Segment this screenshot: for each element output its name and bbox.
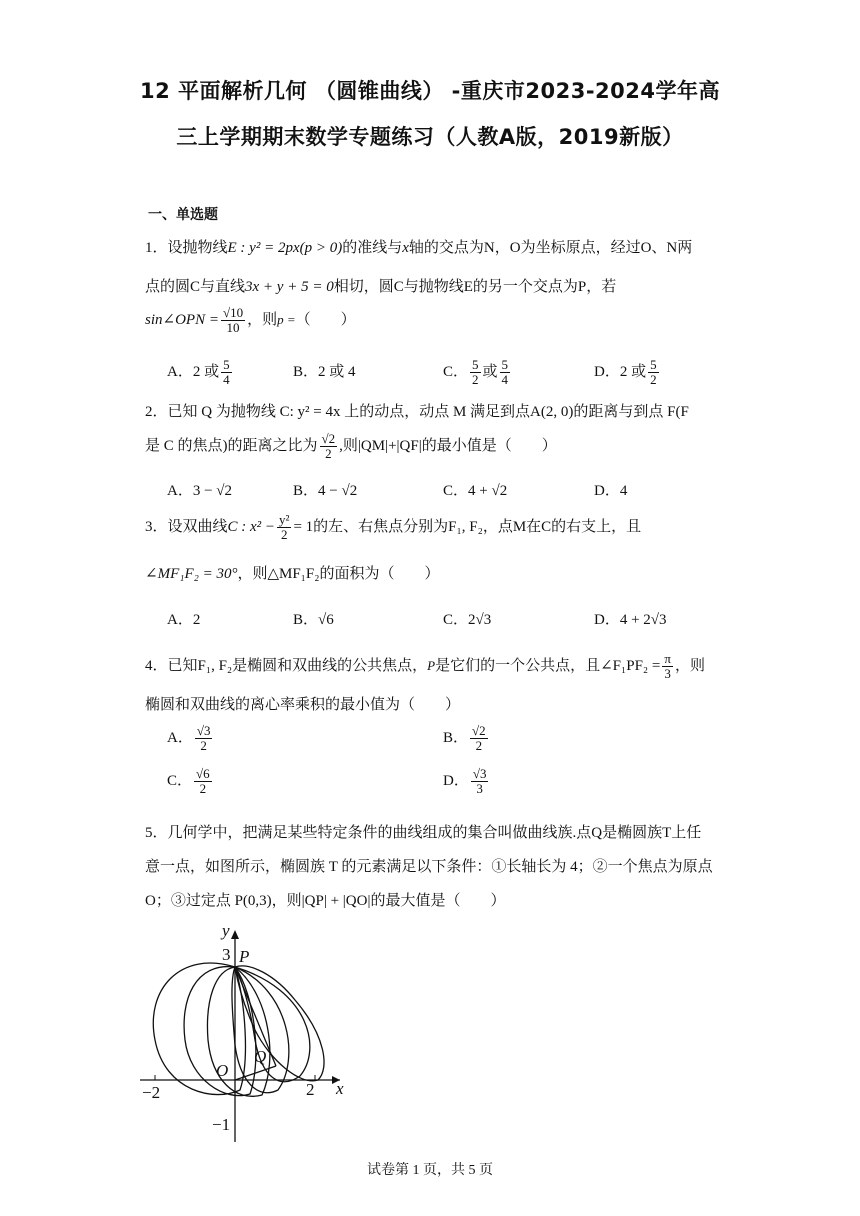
frac-num: 5 (501, 357, 509, 372)
q4-line1 (145, 652, 705, 681)
frac-num: √3 (472, 766, 487, 781)
q1-sin-expr: sin∠OPN = (145, 311, 219, 328)
ellipse-curve (235, 966, 324, 1081)
q2-text: ,则|QM|+|QF|的最小值是（ ） (339, 437, 557, 454)
q1-option-b[interactable]: B．2 或 4 (293, 364, 356, 380)
q1-p: p = (277, 311, 296, 327)
opt-label: D． (443, 772, 469, 789)
q3-option-a[interactable]: A．2 (167, 612, 201, 628)
frac-num: y² (279, 512, 290, 527)
q3-option-c[interactable]: C．2√3 (443, 612, 492, 628)
q4-fraction (662, 652, 673, 681)
point-label-o: O (216, 1061, 229, 1080)
q1-line-eq: 3x + y + 5 = 0 (245, 279, 334, 295)
q1-text: 的准线与 (342, 240, 403, 256)
q1-fraction (221, 306, 245, 335)
q2-option-d[interactable]: D．4 (594, 483, 628, 499)
frac-den: 4 (223, 372, 230, 387)
frac-den: 2 (472, 372, 479, 387)
frac-den: 2 (200, 738, 207, 753)
q3-hyperbola-eq: C : x² − (227, 518, 276, 535)
q4-option-b[interactable] (443, 724, 490, 753)
q4-text: ，则 (674, 657, 705, 674)
opt-frac (648, 358, 659, 387)
q2-text: 是 C 的焦点)的距离之比为 (145, 437, 318, 454)
q1-line3 (145, 306, 356, 335)
tick-label-y3: 3 (222, 945, 231, 964)
q1-option-c[interactable] (443, 358, 512, 387)
q4-option-d[interactable] (443, 767, 490, 796)
q2-line2 (145, 432, 557, 461)
q4-text: 4．已知F₁, F₂是椭圆和双曲线的公共焦点， (145, 657, 428, 674)
q1-text: 点的圆C与直线 (145, 279, 246, 295)
frac-num: √2 (321, 431, 336, 446)
opt-frac (471, 767, 489, 796)
q1-option-d[interactable] (594, 358, 661, 387)
q1-paren: （ ） (295, 311, 356, 328)
point-label-p: P (239, 947, 250, 966)
opt-frac (470, 358, 481, 387)
q2-option-a[interactable]: A．3 − √2 (167, 483, 233, 499)
opt-label: A． (167, 729, 193, 746)
q1-option-a[interactable] (167, 358, 234, 387)
frac-num: 5 (472, 357, 479, 372)
q5-line1: 5．几何学中，把满足某些特定条件的曲线组成的集合叫做曲线族.点Q是椭圆族T上任 (145, 825, 702, 841)
q3-option-d[interactable]: D．4 + 2√3 (594, 612, 667, 628)
q1-text: 相切，圆C与抛物线E的另一个交点为P，若 (333, 279, 617, 295)
frac-num: π (664, 651, 671, 666)
frac-num: √3 (196, 723, 211, 738)
tick-label-yneg1: −1 (212, 1115, 231, 1134)
frac-num: 5 (650, 357, 657, 372)
q1-line1 (145, 236, 692, 257)
frac-num: √6 (196, 766, 210, 781)
q3-text: ，则△MF₁F₂的面积为（ ） (237, 566, 440, 582)
q1-text: 轴的交点为N，O为坐标原点，经过O、N两 (408, 240, 693, 256)
q2-line1: 2．已知 Q 为抛物线 C: y² = 4x 上的动点，动点 M 满足到点A(2, 0)的距离与到点 F(F (145, 404, 689, 420)
q4-p: P (427, 657, 436, 673)
frac-den: 3 (476, 781, 483, 796)
frac-den: 3 (664, 666, 671, 681)
q1-text: 1．设抛物线 (145, 240, 228, 256)
q1-text: ，则 (247, 311, 278, 328)
q5-line2: 意一点，如图所示，椭圆族 T 的元素满足以下条件：①长轴长为 4；②一个焦点为原点 (145, 859, 713, 875)
frac-num: √10 (222, 305, 244, 320)
q3-line2 (145, 562, 439, 583)
q3-text: 的左、右焦点分别为F₁, F₂，点M在C的右支上，且 (313, 518, 642, 535)
doc-title-line1: 12 平面解析几何 （圆锥曲线） -重庆市2023-2024学年高 (140, 79, 720, 103)
q3-text: 3．设双曲线 (145, 518, 228, 535)
q3-option-b[interactable]: B．√6 (293, 612, 334, 628)
opt-label: C． (443, 363, 469, 380)
opt-label: C． (167, 772, 193, 789)
q4-line2: 椭圆和双曲线的离心率乘积的最小值为（ ） (145, 697, 461, 713)
y-axis-arrow (231, 930, 239, 939)
point-label-q: Q (254, 1047, 267, 1066)
frac-den: 2 (199, 781, 207, 796)
frac-num: 5 (223, 357, 230, 372)
opt-text: 或 (482, 363, 498, 380)
q5-line3: O；③过定点 P(0,3)，则|QP| + |QO|的最大值是（ ） (145, 893, 506, 909)
opt-frac (221, 358, 232, 387)
frac-den: 10 (226, 320, 240, 335)
section-heading: 一、单选题 (148, 207, 218, 223)
axis-label-x: x (336, 1079, 344, 1098)
ellipse-curve (235, 967, 310, 1082)
q2-fraction (320, 432, 338, 461)
frac-den: 2 (650, 372, 657, 387)
opt-label: D．2 或 (594, 363, 647, 380)
doc-title-line2: 三上学期期末数学专题练习（人教A版，2019新版） (176, 125, 684, 149)
q3-line1 (145, 513, 641, 542)
q3-fraction (277, 513, 291, 542)
q4-option-a[interactable] (167, 724, 214, 753)
page-footer: 试卷第 1 页，共 5 页 (367, 1163, 493, 1178)
q2-option-b[interactable]: B．4 − √2 (293, 483, 358, 499)
opt-frac (195, 724, 213, 753)
q1-x: x (402, 240, 409, 256)
tick-label-x2: 2 (306, 1080, 315, 1099)
frac-den: 2 (281, 527, 288, 542)
opt-frac (500, 358, 511, 387)
opt-frac (194, 767, 212, 796)
tick-label-xneg2: −2 (142, 1083, 161, 1102)
q4-option-c[interactable] (167, 767, 214, 796)
q2-option-c[interactable]: C．4 + √2 (443, 483, 508, 499)
q3-angle: ∠MF₁F₂ = 30° (145, 566, 238, 582)
q1-line2 (145, 275, 616, 296)
opt-label: B． (443, 729, 469, 746)
frac-num: √2 (472, 723, 486, 738)
ellipse-family-figure (130, 915, 370, 1147)
q4-text: 是它们的一个公共点，且∠F₁PF₂ = (435, 657, 661, 674)
q3-text: = 1 (293, 518, 314, 535)
opt-label: A．2 或 (167, 363, 220, 380)
q1-parabola-eq: E : y² = 2px(p > 0) (227, 240, 343, 256)
opt-frac (470, 724, 488, 753)
frac-den: 2 (475, 738, 483, 753)
frac-den: 2 (325, 446, 332, 461)
frac-den: 4 (501, 372, 509, 387)
axis-label-y: y (222, 921, 230, 940)
